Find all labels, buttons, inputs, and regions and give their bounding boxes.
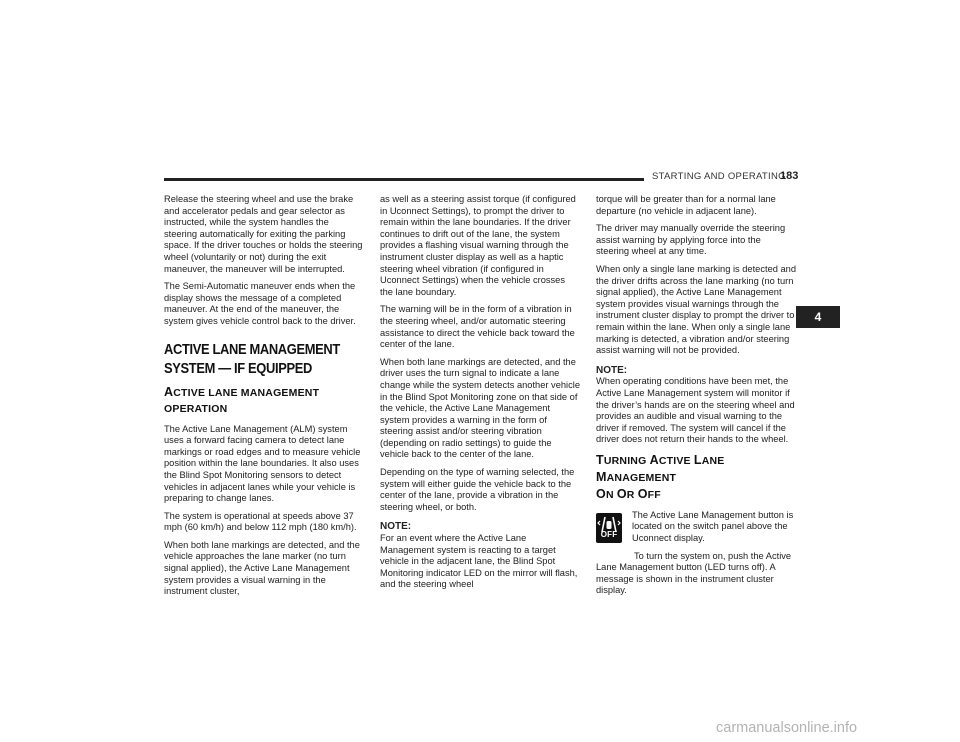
paragraph: To turn the system on, push the Active Lane Management button (LED turns off). A message is shown in the instrument cluster display. [596,550,792,596]
paragraph: The system is operational at speeds above 37 mph (60 km/h) and below 112 mph (180 km/h). [164,510,357,533]
paragraph: When both lane markings are detected, and the vehicle approaches the lane marker (no turn signal applied), the Active Lane Management system provides a visual warning in the instrument cluster, [164,539,360,597]
paragraph: When both lane markings are detected, and the driver uses the turn signal to indicate a lane change while the system detects another vehicle in the Blind Spot Monitoring zone on that side of the vehicle, the Active Lane Management system provides a warning in the form of steering assist and/or steering vibration (depending on radio settings) to guide the vehicle back to the center of the lane. [380,356,580,460]
paragraph: When only a single lane marking is detected and the driver drifts across the lane marking (no turn signal applied), the Active Lane Management system provides visual warnings through the instrument cluster display to prompt the driver to remain within the lane. When only a single lane marking is detected, a vibration and/or steering assist warning will not be provided. [596,263,797,356]
header-rule [164,178,644,181]
icon-off-label: OFF [600,530,618,540]
page-number: 183 [780,170,799,182]
paragraph: The driver may manually override the steering assist warning by applying force into the steering wheel at any time. [596,223,786,257]
paragraph: Depending on the type of warning selected, the system will either guide the vehicle back to the center of the lane, provide a vibration in the steering wheel, or both. [380,467,575,512]
paragraph: The warning will be in the form of a vibration in the steering wheel, and/or automatic steering assistance to direct the vehicle back toward the center of the lane. [380,304,575,350]
subsection-heading: TURNING ACTIVE LANE MANAGEMENT ON OR OFF [596,452,725,501]
header-section-title: STARTING AND OPERATING [652,171,786,182]
lane-management-off-icon [596,513,622,543]
note-text: When operating conditions have been met, the Active Lane Management system will monitor if the driver’s hands are on the steering wheel and provides an audible and visual warning to the driver if removed. The system will cancel if the driver does not return their hands to the wheel. [596,376,795,445]
subsection-heading: ACTIVE LANE MANAGEMENT OPERATION [164,384,320,415]
paragraph: torque will be greater than for a normal lane departure (no vehicle in adjacent lane). [596,194,776,216]
paragraph: The Active Lane Management (ALM) system uses a forward facing camera to detect lane markings or road edges and to measure vehicle position within the lane boundaries. It also uses the Blind Spot Monitoring sensors to detect vehicles in adjacent lanes while your vehicle is preparing to change lanes. [164,423,361,504]
note-text: For an event where the Active Lane Management system is reacting to a target vehicle in the adjacent lane, the Blind Spot Monitoring indicator LED on the mirror will flash, and the steering wheel [380,533,578,590]
note-label: NOTE: [596,364,628,376]
chapter-tab: 4 [796,306,840,328]
paragraph: as well as a steering assist torque (if configured in Uconnect Settings), to prompt the driver to remain within the lane boundaries. If the driver continues to drift out of the lane, the system provides a flashing visual warning through the instrument cluster display as well as a haptic steering wheel vibration (if configured in Uconnect Settings) when the vehicle crosses the lane boundary. [380,194,576,297]
section-heading: ACTIVE LANE MANAGEMENT SYSTEM — IF EQUIPPED [164,340,340,377]
column-2 [380,194,580,597]
paragraph: Release the steering wheel and use the brake and accelerator pedals and gear selector as instructed, while the system handles the steering automatically for exiting the parking space. If the driver touches or holds the steering wheel (voluntarily or not) during the exit maneuver, the maneuver will be interrupted. [164,194,363,274]
column-3 [596,194,796,603]
paragraph: The Active Lane Management button is located on the switch panel above the Uconnect display. [632,509,794,544]
alm-button-description [596,510,796,551]
watermark: carmanualsonline.info [716,720,858,736]
paragraph: The Semi-Automatic maneuver ends when the display shows the message of a completed maneuver. At the end of the maneuver, the system gives vehicle control back to the driver. [164,281,356,326]
note-label: NOTE: [380,521,412,533]
column-1 [164,194,364,604]
